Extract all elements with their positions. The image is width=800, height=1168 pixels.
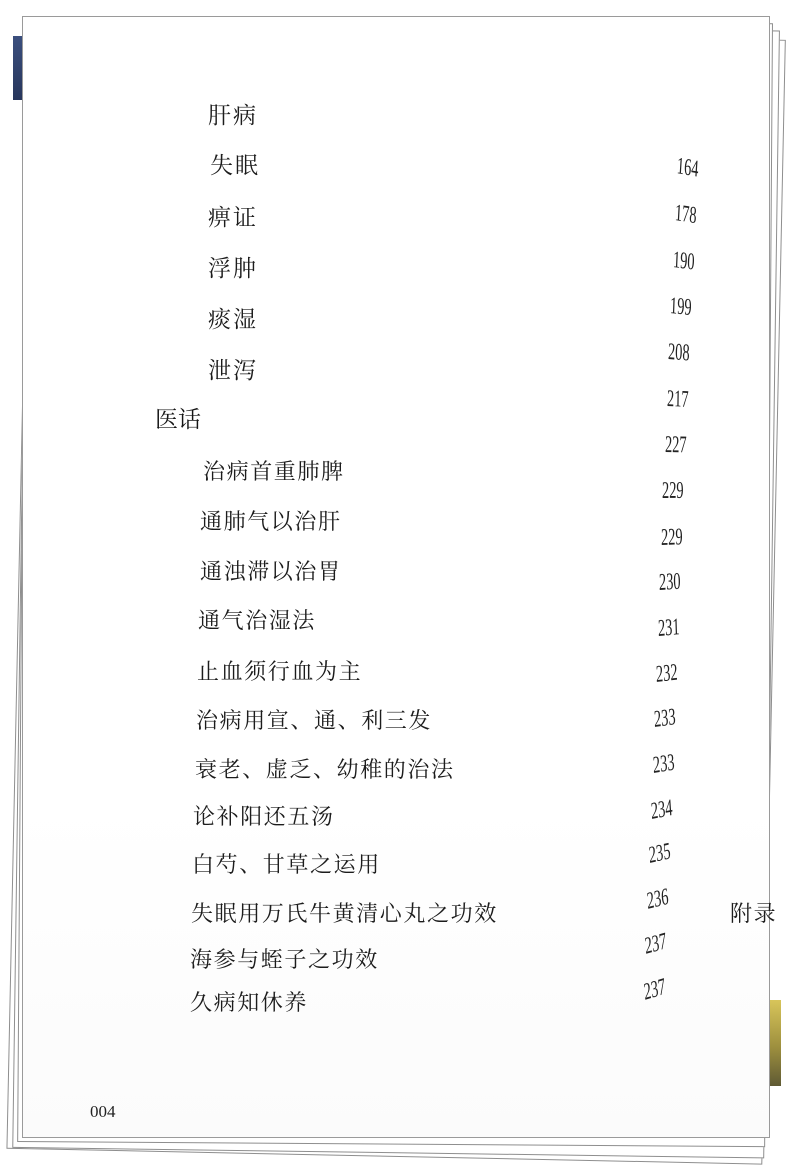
toc-entry: 通气治湿法 [198, 609, 317, 634]
edge-text: 附录 [730, 902, 778, 927]
page-number: 217 [666, 386, 689, 413]
toc-entry: 衰老、虚乏、幼稚的治法 [195, 758, 455, 783]
toc-entry: 通浊滞以治胃 [200, 560, 342, 585]
page-number: 178 [674, 200, 698, 230]
toc-entry: 治病用宣、通、利三发 [196, 709, 433, 734]
section-heading: 医话 [155, 407, 201, 433]
toc-entry: 失眠 [210, 153, 260, 179]
page-number: 233 [653, 704, 677, 733]
page-number: 190 [672, 247, 696, 276]
toc-entry: 久病知休养 [190, 991, 309, 1016]
page-number: 233 [652, 749, 676, 779]
toc-entry: 治病首重肺脾 [203, 460, 345, 485]
page-number: 237 [642, 973, 667, 1006]
page-number: 164 [676, 153, 700, 183]
page-number: 229 [660, 524, 683, 551]
page-number: 235 [647, 838, 672, 869]
page-number: 236 [645, 883, 670, 915]
toc-entry: 通肺气以治肝 [200, 510, 342, 535]
toc-entry: 止血须行血为主 [197, 660, 363, 685]
page-number: 199 [669, 293, 693, 322]
toc-entry: 痰湿 [208, 307, 258, 333]
page-number: 208 [667, 339, 690, 367]
edge-clip [728, 901, 778, 931]
toc-entry: 白芍、甘草之运用 [192, 853, 381, 878]
folio: 004 [90, 1102, 116, 1121]
page-number: 227 [664, 432, 687, 459]
toc-entry: 海参与蛭子之功效 [190, 948, 379, 973]
page-number: 237 [643, 928, 668, 960]
page-number: 231 [657, 614, 680, 642]
toc-entry: 论补阳还五汤 [193, 805, 335, 830]
toc-entry: 失眠用万氏牛黄清心丸之功效 [191, 902, 498, 927]
page-number: 230 [658, 568, 681, 596]
toc-entry: 肝病 [208, 103, 258, 129]
page-number: 232 [655, 659, 679, 688]
toc-entry: 泄泻 [208, 358, 258, 384]
toc-entry: 痹证 [208, 205, 258, 231]
page-number: 234 [650, 794, 674, 825]
toc-entry: 浮肿 [208, 256, 258, 282]
page-number: 229 [661, 477, 684, 504]
